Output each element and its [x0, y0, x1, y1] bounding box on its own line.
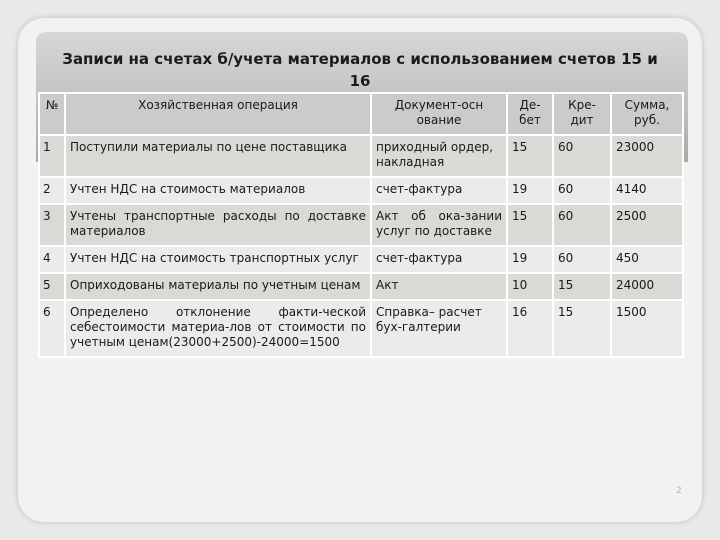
cell-amount: 1500: [611, 300, 683, 357]
cell-num: 5: [39, 273, 65, 300]
table-row: [39, 204, 683, 246]
cell-debit: 16: [507, 300, 553, 357]
cell-operation: Учтены транспортные расходы по доставке материалов: [65, 204, 371, 246]
cell-num: 1: [39, 135, 65, 177]
cell-operation: Определено отклонение факти-ческой себестоимости материа-лов от стоимости по учетным ценам(23000+2500)-24000=1500: [65, 300, 371, 357]
cell-operation: Учтен НДС на стоимость материалов: [65, 177, 371, 204]
cell-debit: 19: [507, 177, 553, 204]
table-row: [39, 273, 683, 300]
cell-amount: 4140: [611, 177, 683, 204]
header-document: Документ-осн ование: [371, 93, 507, 135]
accounting-table: [38, 92, 684, 358]
cell-credit: 60: [553, 204, 611, 246]
cell-credit: 60: [553, 177, 611, 204]
cell-document: Справка– расчет бух-галтерии: [371, 300, 507, 357]
page-number: 2: [676, 486, 682, 496]
cell-amount: 2500: [611, 204, 683, 246]
cell-debit: 15: [507, 204, 553, 246]
header-amount: Сумма, руб.: [611, 93, 683, 135]
table-row: [39, 135, 683, 177]
cell-document: счет-фактура: [371, 246, 507, 273]
cell-amount: 23000: [611, 135, 683, 177]
cell-document: приходный ордер, накладная: [371, 135, 507, 177]
cell-credit: 60: [553, 135, 611, 177]
cell-debit: 19: [507, 246, 553, 273]
cell-credit: 15: [553, 273, 611, 300]
table-row: [39, 246, 683, 273]
header-operation: Хозяйственная операция: [65, 93, 371, 135]
cell-debit: 15: [507, 135, 553, 177]
table-row: [39, 177, 683, 204]
cell-document: Акт об ока-зании услуг по доставке: [371, 204, 507, 246]
table-row: [39, 300, 683, 357]
cell-operation: Оприходованы материалы по учетным ценам: [65, 273, 371, 300]
cell-num: 6: [39, 300, 65, 357]
header-debit: Де- бет: [507, 93, 553, 135]
table-header-row: [39, 93, 683, 135]
cell-operation: Поступили материалы по цене поставщика: [65, 135, 371, 177]
cell-document: счет-фактура: [371, 177, 507, 204]
cell-credit: 60: [553, 246, 611, 273]
cell-credit: 15: [553, 300, 611, 357]
cell-document: Акт: [371, 273, 507, 300]
table-container: [38, 92, 682, 358]
cell-num: 2: [39, 177, 65, 204]
header-num: №: [39, 93, 65, 135]
cell-debit: 10: [507, 273, 553, 300]
header-credit: Кре- дит: [553, 93, 611, 135]
cell-amount: 450: [611, 246, 683, 273]
cell-num: 4: [39, 246, 65, 273]
cell-amount: 24000: [611, 273, 683, 300]
slide-title: Записи на счетах б/учета материалов с использованием счетов 15 и 16: [62, 50, 658, 90]
cell-operation: Учтен НДС на стоимость транспортных услуг: [65, 246, 371, 273]
cell-num: 3: [39, 204, 65, 246]
